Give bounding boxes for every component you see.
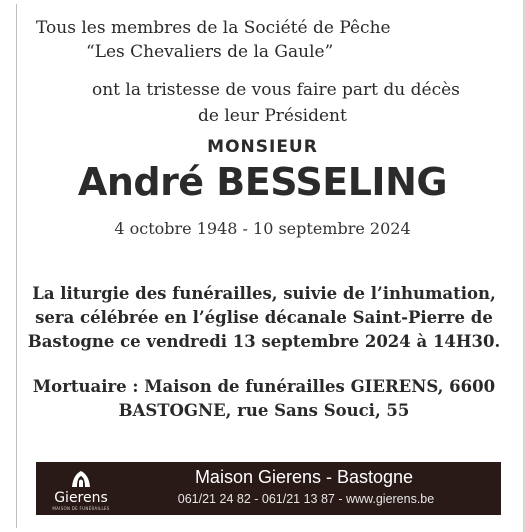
intro-line-2: “Les Chevaliers de la Gaule”	[86, 42, 334, 62]
deceased-title: MONSIEUR	[207, 137, 318, 157]
logo-subtitle: MAISON DE FUNÉRAILLES	[52, 506, 110, 511]
funeral-line: La liturgie des funérailles, suivie de l’inhumation,	[32, 284, 496, 303]
mortuary-line: BASTOGNE, rue Sans Souci, 55	[118, 401, 410, 420]
banner-title: Maison Gierens - Bastogne	[194, 467, 414, 487]
funeral-home-banner	[36, 462, 501, 515]
mortuary-paragraph	[22, 375, 506, 423]
mortuary-line: Mortuaire : Maison de funérailles GIERENS, 6600	[32, 377, 496, 396]
funeral-paragraph	[22, 282, 506, 354]
funeral-line: Bastogne ce vendredi 13 septembre 2024 à 14H30.	[27, 332, 501, 351]
deceased-dates: 4 octobre 1948 - 10 septembre 2024	[114, 219, 411, 238]
intro-line-4: de leur Président	[198, 106, 347, 126]
logo-wordmark: Gierens	[54, 490, 108, 506]
funeral-home-logo	[46, 466, 116, 512]
hands-logo-icon	[70, 469, 92, 489]
intro-line-1: Tous les membres de la Société de Pêche	[36, 18, 391, 38]
intro-line-3: ont la tristesse de vous faire part du décès	[92, 80, 460, 100]
funeral-line: sera célébrée en l’église décanale Saint-Pierre de	[35, 308, 493, 327]
banner-contact: 061/21 24 82 - 061/21 13 87 - www.gierens.be	[177, 492, 435, 506]
deceased-name: André BESSELING	[77, 160, 448, 204]
